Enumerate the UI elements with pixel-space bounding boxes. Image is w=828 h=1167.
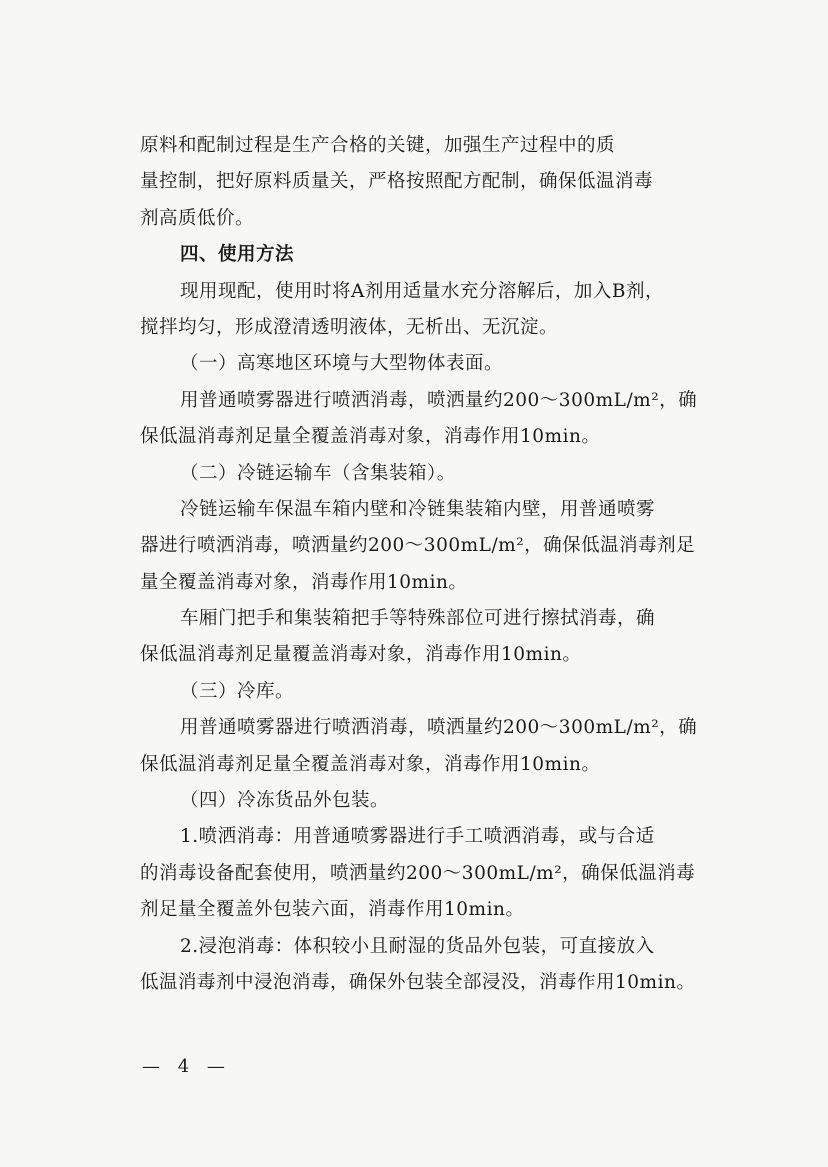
page-number: — 4 — (142, 1056, 231, 1077)
subsection-heading: （二）冷链运输车（含集装箱）。 (180, 462, 456, 484)
paragraph-line: 车厢门把手和集装箱把手等特殊部位可进行擦拭消毒，确 (180, 608, 656, 630)
paragraph-line: 搅拌均匀，形成澄清透明液体，无析出、无沉淀。 (140, 316, 559, 338)
paragraph-line: 剂高质低价。 (140, 207, 255, 229)
subsection-heading: （一）高寒地区环境与大型物体表面。 (180, 353, 504, 375)
paragraph-line: 器进行喷洒消毒，喷洒量约200～300mL/m²，确保低温消毒剂足 (140, 535, 696, 557)
paragraph-line: 原料和配制过程是生产合格的关键，加强生产过程中的质 (140, 135, 616, 156)
subsection-heading: （三）冷库。 (180, 680, 295, 702)
body-text (140, 128, 700, 1001)
paragraph-line: 低温消毒剂中浸泡消毒，确保外包装全部浸没，消毒作用10min。 (140, 971, 696, 993)
paragraph-line: 量控制，把好原料质量关，严格按照配方配制，确保低温消毒 (140, 171, 654, 193)
paragraph-line: 剂足量全覆盖外包装六面，消毒作用10min。 (140, 899, 525, 921)
paragraph-line: 保低温消毒剂足量覆盖消毒对象，消毒作用10min。 (140, 644, 582, 666)
paragraph-line: 保低温消毒剂足量全覆盖消毒对象，消毒作用10min。 (140, 426, 601, 448)
paragraph-line: 2.浸泡消毒：体积较小且耐湿的货品外包装，可直接放入 (180, 935, 655, 957)
paragraph-line: 现用现配，使用时将A剂用适量水充分溶解后，加入B剂， (180, 280, 664, 302)
paragraph-line: 保低温消毒剂足量全覆盖消毒对象，消毒作用10min。 (140, 753, 601, 775)
paragraph-line: 1.喷洒消毒：用普通喷雾器进行手工喷洒消毒，或与合适 (180, 826, 655, 848)
paragraph-line: 的消毒设备配套使用，喷洒量约200～300mL/m²，确保低温消毒 (140, 862, 696, 884)
paragraph-line: 用普通喷雾器进行喷洒消毒，喷洒量约200～300mL/m²，确 (180, 389, 698, 411)
subsection-heading: （四）冷冻货品外包装。 (180, 790, 390, 812)
paragraph-line: 量全覆盖消毒对象，消毒作用10min。 (140, 571, 468, 593)
paragraph-line: 冷链运输车保温车箱内壁和冷链集装箱内壁，用普通喷雾 (180, 498, 656, 520)
paragraph-line: 用普通喷雾器进行喷洒消毒，喷洒量约200～300mL/m²，确 (180, 717, 698, 739)
section-heading: 四、使用方法 (180, 244, 295, 266)
